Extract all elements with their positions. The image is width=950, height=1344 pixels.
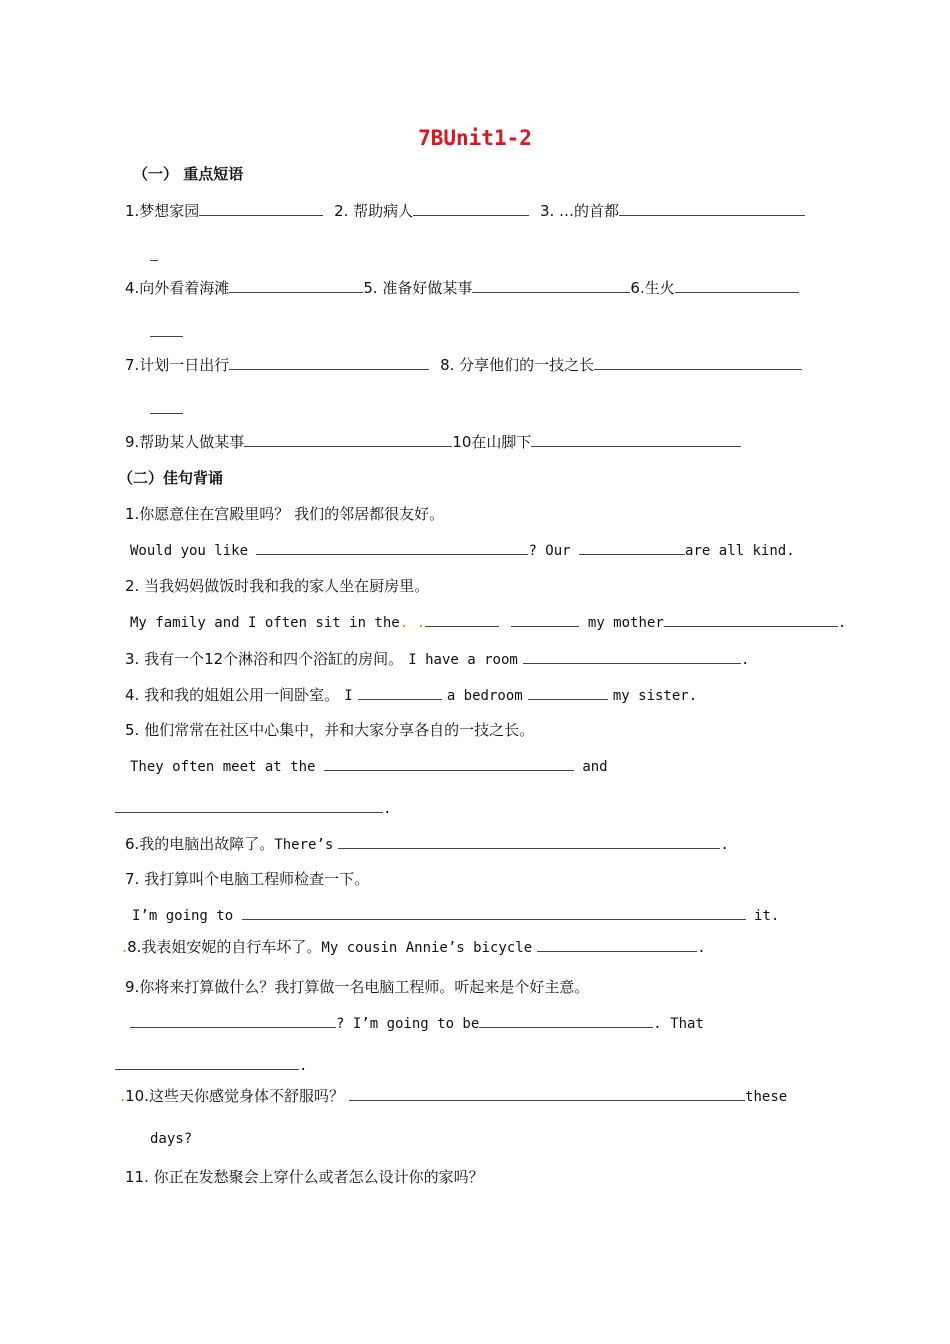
s9-text-a: ? I’m going to be (336, 1016, 480, 1032)
sentence-3: 3. 我有一个12个淋浴和四个浴缸的房间。 I have a room . (125, 650, 750, 668)
s4-en-b: a bedroom (446, 688, 523, 704)
s5-blank-1[interactable] (324, 756, 574, 771)
phrase-8: 8. 分享他们的一技之长 (440, 356, 595, 374)
phrase-4: 4.向外看着海滩 (125, 279, 230, 297)
s1-text-b: ? Our (528, 543, 571, 559)
mark-dot: . (122, 937, 128, 956)
sentence-5-cn: 5. 他们常常在社区中心集中，并和大家分享各自的一技之长。 (125, 721, 535, 739)
s6-blank[interactable] (338, 834, 720, 849)
phrase-row-1 (125, 200, 805, 221)
phrase-row-3 (125, 354, 802, 375)
mark-dot: . . (399, 615, 426, 631)
s1-text-c: are all kind. (685, 543, 795, 559)
s4-en-a: I (344, 688, 353, 704)
phrase-10-blank[interactable] (531, 432, 741, 447)
s1-blank-1[interactable] (256, 540, 528, 555)
s8-cn: 8.我表姐安妮的自行车坏了。 (127, 938, 322, 956)
s5-text-b: and (582, 759, 608, 775)
phrase-3: 3. …的首都 (539, 202, 620, 220)
phrase-9: 9.帮助某人做某事 (125, 433, 245, 451)
phrase-8-blank[interactable] (594, 355, 802, 370)
phrase-6: 6.生火 (630, 279, 675, 297)
phrase-7: 7.计划一日出行 (125, 356, 230, 374)
sentence-9-en (130, 1013, 704, 1032)
phrase-7-blank[interactable] (229, 355, 429, 370)
sentence-6: 6.我的电脑出故障了。There’s . (125, 835, 729, 853)
phrase-2-blank[interactable] (413, 201, 529, 216)
sentence-5-en (130, 756, 608, 775)
s3-en: I have a room (408, 652, 518, 668)
s6-cn: 6.我的电脑出故障了。 (125, 835, 275, 853)
sentence-11-cn: 11. 你正在发愁聚会上穿什么或者怎么设计你的家吗？ (125, 1168, 484, 1186)
s4-blank-2[interactable] (528, 685, 608, 700)
s4-en-c: my sister. (612, 688, 698, 704)
phrase-1: 1.梦想家园 (125, 202, 200, 220)
s9-blank-1[interactable] (130, 1013, 336, 1028)
section-2-heading: （二）佳句背诵 (118, 469, 224, 487)
sentence-9-en-cont: . (115, 1055, 307, 1074)
sentence-9-cn: 9.你将来打算做什么？我打算做一名电脑工程师。听起来是个好主意。 (125, 978, 590, 996)
s2-text-b: my mother (587, 615, 664, 631)
sentence-5-en-cont: . (115, 798, 391, 817)
s5-text-a: They often meet at the (130, 759, 316, 775)
phrase-5: 5. 准备好做某事 (363, 279, 473, 297)
phrase-3-blank-cont[interactable] (150, 246, 158, 261)
sentence-8: .8.我表姐安妮的自行车坏了。My cousin Annie’s bicycle . (122, 937, 706, 956)
sentence-7-cn: 7. 我打算叫个电脑工程师检查一下。 (125, 870, 370, 888)
sentence-4 (125, 684, 697, 705)
sentence-10 (120, 1085, 787, 1106)
s7-text-a: I’m going to (132, 908, 234, 924)
s2-text-a: My family and I often sit in the (130, 615, 400, 631)
s2-blank-1[interactable] (425, 612, 499, 627)
s7-text-b: it. (754, 908, 780, 924)
s10-en-a: these (745, 1089, 788, 1105)
phrase-6-blank[interactable] (675, 278, 799, 293)
s9-blank-3[interactable] (115, 1055, 299, 1070)
s1-text-a: Would you like (130, 543, 249, 559)
s7-blank[interactable] (242, 905, 746, 920)
s10-cn: 10.这些天你感觉身体不舒服吗？ (125, 1087, 344, 1105)
s9-text-b: . That (653, 1016, 704, 1032)
phrase-5-blank[interactable] (472, 278, 630, 293)
s5-blank-2[interactable] (115, 798, 383, 813)
page-title: 7BUnit1-2 (418, 126, 532, 150)
s4-blank-1[interactable] (358, 685, 442, 700)
phrase-row-2 (125, 277, 799, 298)
s10-blank[interactable] (349, 1086, 745, 1101)
s8-en: My cousin Annie’s bicycle (321, 940, 533, 956)
phrase-10: 10在山脚下 (452, 433, 532, 451)
phrase-2: 2. 帮助病人 (334, 202, 414, 220)
s3-cn: 3. 我有一个12个淋浴和四个浴缸的房间。 (125, 650, 404, 668)
s3-blank[interactable] (523, 649, 741, 664)
s4-cn: 4. 我和我的姐姐公用一间卧室。 (125, 686, 340, 704)
s9-blank-2[interactable] (479, 1013, 653, 1028)
s8-blank[interactable] (537, 937, 697, 952)
phrase-4-blank[interactable] (229, 278, 363, 293)
phrase-8-blank-cont[interactable] (150, 399, 183, 414)
phrase-9-blank[interactable] (244, 432, 452, 447)
mark-dot: . (120, 1086, 126, 1105)
sentence-7-en (132, 905, 779, 924)
s6-en: There’s (274, 837, 334, 853)
phrase-6-blank-cont[interactable] (150, 322, 183, 337)
phrase-row-4 (125, 431, 741, 452)
s1-blank-2[interactable] (579, 540, 685, 555)
sentence-2-cn: 2. 当我妈妈做饭时我和我的家人坐在厨房里。 (125, 577, 430, 595)
sentence-1-en (130, 540, 795, 559)
section-1-heading: （一） 重点短语 (133, 165, 244, 183)
s2-blank-2[interactable] (511, 612, 579, 627)
s2-blank-3[interactable] (664, 612, 838, 627)
sentence-2-en: My family and I often sit in the. . my mother . (130, 612, 846, 631)
phrase-3-blank[interactable] (619, 201, 805, 216)
phrase-1-blank[interactable] (199, 201, 323, 216)
sentence-1-cn: 1.你愿意住在宫殿里吗？ 我们的邻居都很友好。 (125, 505, 445, 523)
sentence-10-cont: days? (150, 1131, 193, 1147)
